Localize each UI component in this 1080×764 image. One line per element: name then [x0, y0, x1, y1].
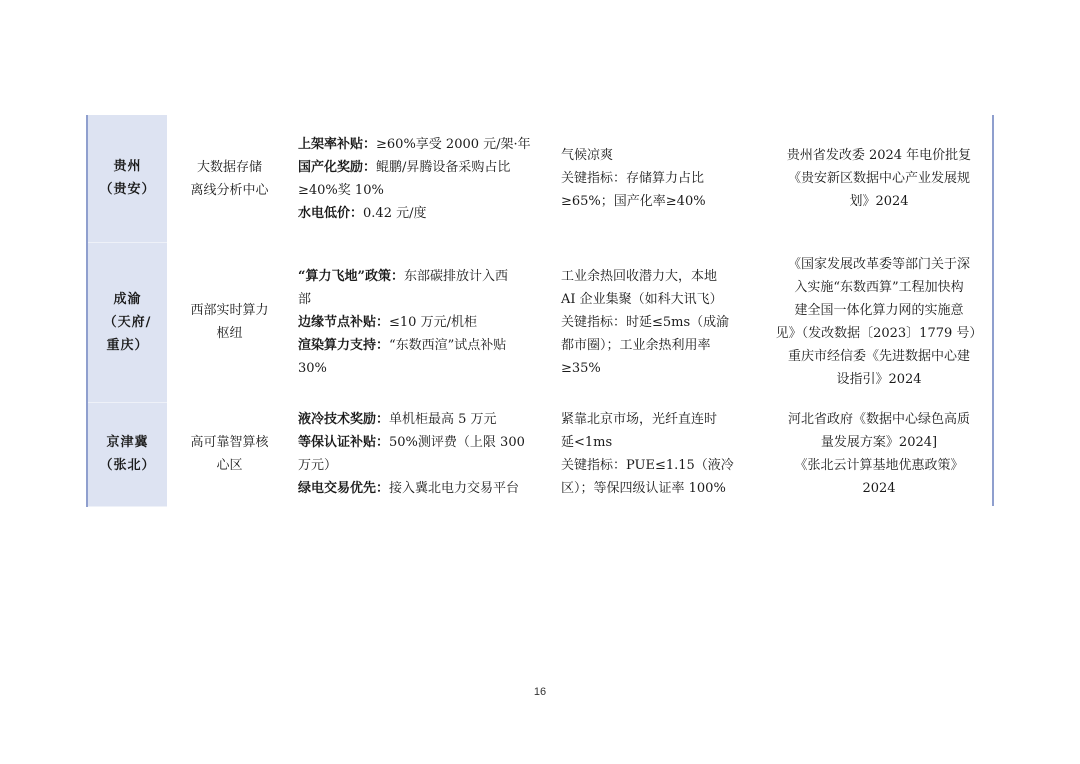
region-subname: （天府/ [103, 314, 152, 330]
source-line: 重庆市经信委《先进数据中心建 [787, 349, 970, 364]
source-line: 建全国一体化算力网的实施意 [794, 303, 964, 318]
policy-text: ≥60%享受 2000 元/架·年 [376, 136, 531, 152]
policy-label: 边缘节点补贴： [298, 314, 390, 330]
advantage-line: 区）；等保四级认证率 100% [561, 481, 726, 496]
region-subname: （张北） [99, 458, 156, 473]
advantage-line: 关键指标：PUE≤1.15（液冷 [561, 458, 734, 473]
policy-text: ≥40%奖 10% [298, 182, 384, 198]
policy-label: 水电低价： [298, 205, 364, 221]
policy-label: 国产化奖励： [298, 159, 377, 175]
policy-item [298, 408, 549, 431]
policy-text: “东数西渲”试点补贴 [389, 337, 507, 353]
policy-label: “算力飞地”政策： [298, 268, 404, 284]
region-cell [87, 402, 167, 506]
policy-cell [292, 402, 555, 506]
policy-text: 万元） [298, 458, 338, 473]
policy-text: 部 [298, 291, 312, 307]
source-cell [766, 242, 993, 402]
function-line: 西部实时算力 [190, 303, 269, 318]
policy-text: 30% [298, 360, 327, 376]
function-cell [167, 115, 292, 242]
policy-text: 东部碳排放计入西 [403, 268, 508, 284]
policy-text: 接入冀北电力交易平台 [389, 481, 520, 496]
advantage-line: ≥65%；国产化率≥40% [561, 194, 706, 209]
advantage-line: AI 企业集聚（如科大讯飞） [561, 291, 723, 307]
source-line: 2024 [862, 481, 896, 496]
policy-label: 绿电交易优先： [298, 481, 390, 496]
table-row [87, 115, 993, 242]
advantage-line: 都市圈）；工业余热利用率 [561, 337, 711, 353]
region-subname: 重庆） [106, 337, 149, 353]
advantage-line: 关键指标：时延≤5ms（成渝 [561, 314, 730, 330]
source-line: 见》（发改数据〔2023〕1779 号） [775, 326, 983, 341]
function-cell [167, 242, 292, 402]
advantage-line: 延<1ms [561, 435, 613, 450]
policy-item [298, 265, 549, 288]
policy-text: 0.42 元/度 [363, 205, 427, 221]
policy-item [298, 431, 549, 454]
region-name: 成渝 [113, 291, 142, 307]
advantage-line: 紧靠北京市场，光纤直连时 [561, 412, 718, 427]
region-name: 京津冀 [106, 435, 149, 450]
policy-item [298, 202, 549, 225]
source-line: 《张北云计算基地优惠政策》 [794, 458, 964, 473]
policy-item [298, 133, 549, 156]
function-cell [167, 402, 292, 506]
source-line: 设指引》2024 [836, 372, 922, 387]
source-line: 入实施“东数西算”工程加快构 [794, 280, 964, 295]
policy-item [298, 477, 549, 500]
policy-item [298, 156, 549, 179]
policy-cell [292, 115, 555, 242]
function-line: 大数据存储 [196, 159, 262, 175]
advantage-line: ≥35% [561, 360, 601, 376]
policy-label: 渲染算力支持： [298, 337, 390, 353]
source-line: 《国家发展改革委等部门关于深 [787, 257, 970, 272]
policy-item [298, 334, 549, 357]
policy-label: 等保认证补贴： [298, 435, 390, 450]
source-cell [766, 402, 993, 506]
function-line: 心区 [216, 458, 243, 473]
advantage-line: 关键指标：存储算力占比 [561, 171, 705, 186]
source-line: 划》2024 [849, 194, 909, 209]
policy-label: 上架率补贴： [298, 136, 377, 152]
policy-label: 液冷技术奖励： [298, 412, 390, 427]
advantage-cell [555, 115, 766, 242]
region-cell [87, 115, 167, 242]
region-subname: （贵安） [99, 182, 156, 198]
source-line: 河北省政府《数据中心绿色高质 [787, 412, 970, 427]
policy-cell [292, 242, 555, 402]
advantage-line: 工业余热回收潜力大，本地 [561, 268, 718, 284]
source-line: 贵州省发改委 2024 年电价批复 [786, 148, 972, 163]
region-name: 贵州 [113, 159, 142, 175]
policy-text: 鲲鹏/昇腾设备采购占比 [376, 159, 511, 175]
policy-table [86, 115, 994, 507]
policy-text: ≤10 万元/机柜 [389, 314, 477, 330]
function-line: 枢纽 [216, 326, 243, 341]
policy-item [298, 311, 549, 334]
table-row [87, 242, 993, 402]
source-line: 量发展方案》2024] [820, 435, 938, 450]
advantage-cell [555, 402, 766, 506]
page-number: 16 [533, 686, 547, 698]
source-line: 《贵安新区数据中心产业发展规 [787, 171, 970, 186]
function-line: 高可靠智算核 [190, 435, 269, 450]
source-cell [766, 115, 993, 242]
advantage-cell [555, 242, 766, 402]
table-row [87, 402, 993, 506]
advantage-line: 气候凉爽 [561, 148, 614, 163]
function-line: 离线分析中心 [190, 182, 269, 198]
region-cell [87, 242, 167, 402]
policy-text: 单机柜最高 5 万元 [389, 412, 497, 427]
policy-text: 50%测评费（上限 300 [389, 435, 525, 450]
